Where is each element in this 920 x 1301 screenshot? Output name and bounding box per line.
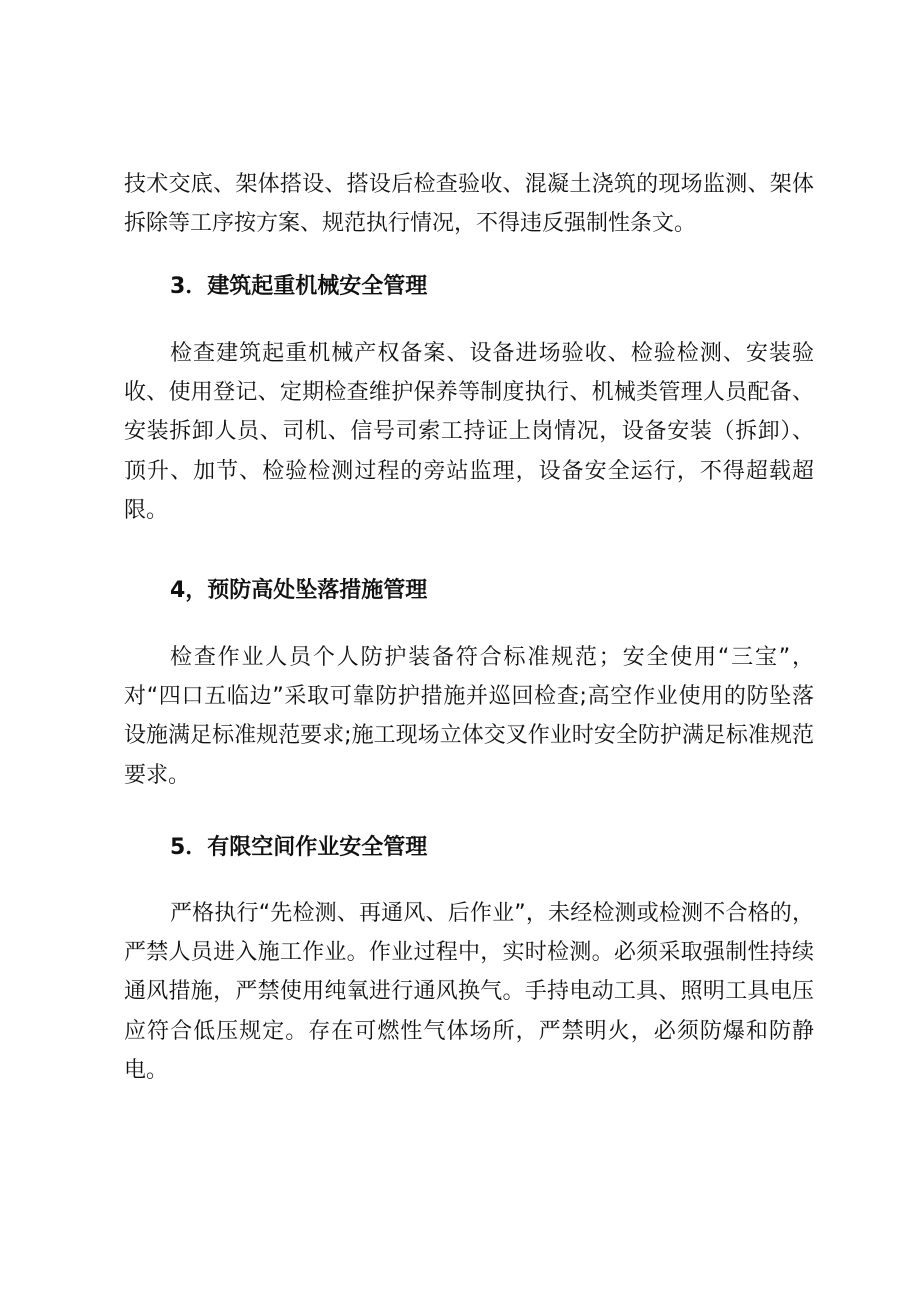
- section-4-body: 检查作业人员个人防护装备符合标准规范；安全使用“三宝”，对“四口五临边”采取可靠防护措施并巡回检查;高空作业使用的防坠落设施满足标准规范要求;施工现场立体交叉作业时安全防护满足标准规范要求。: [124, 645, 814, 788]
- section-4-heading: 4，预防高处坠落措施管理: [170, 578, 428, 603]
- section-3-heading: 3．建筑起重机械安全管理: [170, 274, 428, 299]
- section-5-body: 严格执行“先检测、再通风、后作业”，未经检测或检测不合格的，严禁人员进入施工作业。作业过程中，实时检测。必须采取强制性持续通风措施，严禁使用纯氧进行通风换气。手持电动工具、照明工具电压应符合低压规定。存在可燃性气体场所，严禁明火，必须防爆和防静电。: [124, 901, 814, 1083]
- intro-paragraph: 技术交底、架体搭设、搭设后检查验收、混凝土浇筑的现场监测、架体拆除等工序按方案、规范执行情况，不得违反强制性条文。: [124, 172, 814, 237]
- section-3-body: 检查建筑起重机械产权备案、设备进场验收、检验检测、安装验收、使用登记、定期检查维护保养等制度执行、机械类管理人员配备、安装拆卸人员、司机、信号司索工持证上岗情况，设备安装（拆卸）、顶升、加节、检验检测过程的旁站监理，设备安全运行，不得超载超限。: [124, 341, 814, 523]
- section-5-heading: 5．有限空间作业安全管理: [170, 835, 428, 860]
